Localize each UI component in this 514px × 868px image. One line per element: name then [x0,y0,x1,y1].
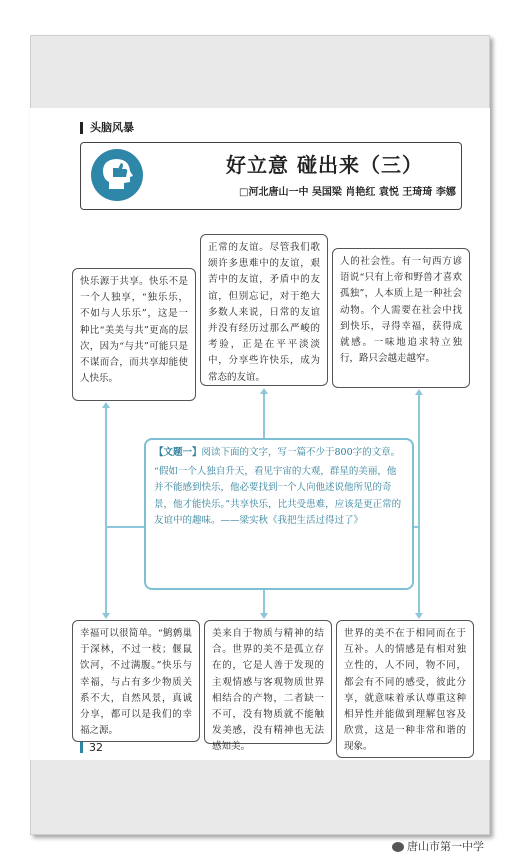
idea-box-bottom-left: 幸福可以很简单。“鹪鹩巢于深林，不过一枝；偃鼠饮河，不过满腹。”快乐与幸福，与占有多少物质关系不大，自然风景，真诚分享，都可以是我们的幸福之源。 [72,620,200,742]
arrow-down-middle [260,613,268,619]
idea-box-bottom-right: 世界的美不在于相同而在于互补。人的情感是有相对独立性的，人不同，物不同，都会有不同的感受，彼此分享，就意味着承认尊重这种相异性并能做到理解包容及欣赏，这是一种非常和谐的现象。 [336,620,474,758]
head-with-thumb-up-icon [91,149,143,201]
page-title: 好立意 碰出来（三） [226,153,423,177]
page-number: 32 [80,742,103,753]
prompt-box [144,438,414,590]
connector-left-down [105,528,107,614]
prompt-label: 【文题一】 [154,447,202,458]
idea-box-top-right: 人的社会性。有一句西方谚语说“只有上帝和野兽才喜欢孤独”，人本质上是一种社会动物。个人需要在社会中找到快乐，寻得幸福，获得成就感。一味地追求特立独行，路只会越走越窄。 [332,248,470,388]
idea-box-top-left: 快乐源于共享。快乐不是一个人独享，“独乐乐，不如与人乐乐”，这是一种比“美美与共”更高的层次，因为“与共”可能只是不谋而合，而共享却能使人快乐。 [72,268,196,401]
connector-left-up [105,408,107,526]
arrow-up-middle [260,388,268,394]
prompt-quote: “假如一个人独自升天，看见宇宙的大观，群星的美丽，他并不能感到快乐，他必要找到一个人向他述说他所见的奇景，他才能快乐。”共享快乐，比共受患难，应该是更正常的友谊中的趣味。——梁实秋《我把生活过得过了》 [154,465,402,526]
connector-middle-down [263,590,265,614]
idea-box-bottom-middle: 美来自于物质与精神的结合。世界的美不是孤立存在的，它是人善于发现的主观情感与客观物质世界相结合的产物，二者缺一不可，没有物质就不能触发美感，没有精神也无法感知美。 [204,620,332,744]
arrow-down-left [102,613,110,619]
prompt-instruction: 阅读下面的文字，写一篇不少于800字的文章。 [201,447,401,458]
connector-middle-up [263,392,265,438]
watermark-text: 唐山市第一中学 [407,840,484,853]
title-header [80,142,462,210]
arrow-down-right [415,613,423,619]
wechat-icon [392,842,404,852]
connector-left-horizontal [105,526,145,528]
arrow-up-right [415,389,423,395]
authors-line: □河北唐山一中 吴国梁 肖艳红 袁悦 王琦琦 李娜 [239,187,456,198]
connector-right-up [418,394,420,526]
idea-box-top-middle: 正常的友谊。尽管我们歌颂许多患难中的友谊，艰苦中的友谊，矛盾中的友谊，但别忘记，对于绝大多数人来说，日常的友谊并没有经历过那么严峻的考验，正是在平平淡淡中，分享些许快乐，成为常态的友谊。 [200,234,328,386]
document-page [30,108,490,760]
watermark [392,838,484,854]
connector-right-down [418,528,420,614]
section-tag: 头脑风暴 [80,122,134,134]
arrow-up-left [102,402,110,408]
